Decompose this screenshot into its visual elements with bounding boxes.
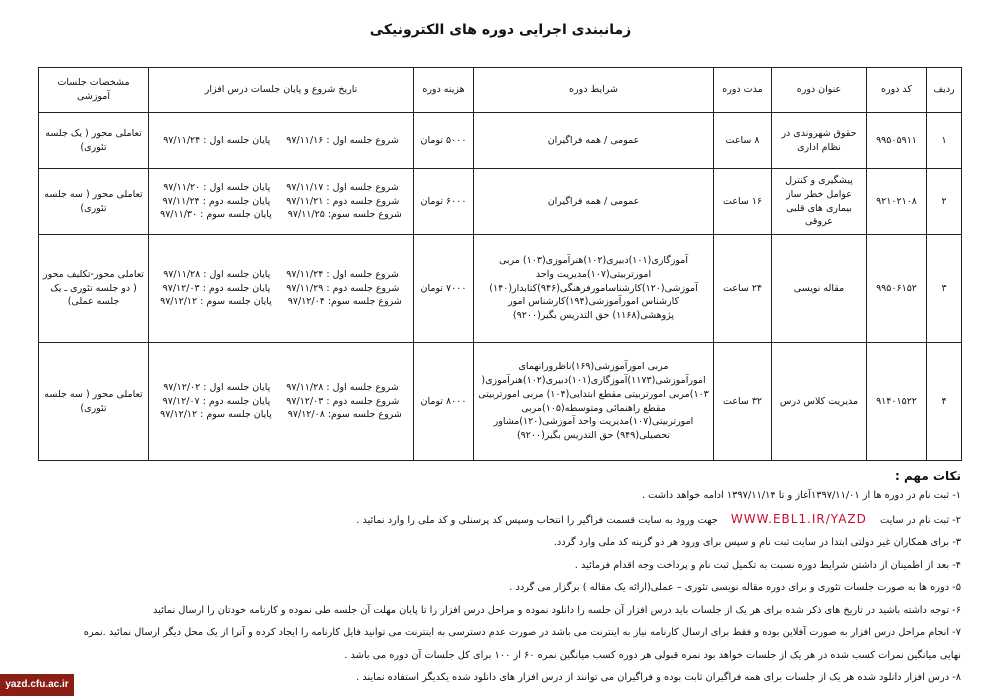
registration-site-link[interactable]: WWW.EBL1.IR/YAZD (730, 511, 867, 526)
page-title: زمانبندی اجرایی دوره های الکترونیکی (369, 22, 632, 38)
session-end: پایان جلسه سوم : ۹۷/۱۲/۱۲ (160, 296, 272, 308)
note-2-suffix: جهت ورود به سایت قسمت فراگیر را انتخاب وسپس کد پرسنلی و کد ملی را وارد نمائید . (356, 514, 718, 526)
session-line (153, 268, 409, 282)
table-row (39, 113, 962, 169)
session-line (153, 295, 409, 309)
course-conditions: مربی امورآموزشی(۱۶۹)ناظرورانهمای امورآموزشی(۱۱۷۳)آموزگاری(۱۰۱)دبیری(۱۰۲)هنرآموزی( ۱۰۳)مربی امورتربیتی مقطع ابتدایی(۱۰۴) مربی امورتربیتی مقطع راهنمائی ومتوسطه(۱۰۵)مربی امورتربیتی(۱۰۷)مدیریت واحد آموزشی(۱۲۰)مشاور تحصیلی(۹۴۹) حق التدریس بگیر(۹۲۰۰) (474, 343, 714, 461)
note-3: ۳- برای همکاران غیر دولتی ابتدا در سایت ثبت نام و سپس برای ورود هر دو گزینه کد ملی وارد گردد. (553, 537, 961, 548)
table-row (39, 169, 962, 235)
session-line (153, 381, 409, 395)
note-2 (38, 508, 961, 533)
row-no: ۳ (927, 235, 962, 343)
session-line (153, 181, 409, 195)
note-7: ۷- انجام مراحل درس افزار به صورت آفلاین بوده و فقط برای ارسال کارنامه نیاز به اینترنت می باشد در صورت عدم دسترسی به اینترنت می توانید فایل کارنامه را ایجاد کرده و آنرا از یک محل دیگر ارسال نمائید .نمره (83, 627, 961, 638)
header-conditions: شرایط دوره (474, 68, 714, 113)
course-fee: ۵۰۰۰ تومان (414, 113, 474, 169)
note-8: ۸- درس افزار دانلود شده هر یک از جلسات برای همه فراگیران ثابت بوده و فراگیران می توانند از درس افزار های دانلود شده یکدیگر استفاده نمایند . (356, 672, 961, 683)
table-row (39, 235, 962, 343)
session-end: پایان جلسه دوم : ۹۷/۱۱/۲۴ (162, 195, 271, 207)
session-start: شروع جلسه دوم : ۹۷/۱۱/۲۱ (286, 195, 400, 207)
row-no: ۴ (927, 343, 962, 461)
course-code: ۹۱۴۰۱۵۲۲ (867, 343, 927, 461)
session-start: شروع جلسه سوم: ۹۷/۱۱/۲۵ (287, 209, 402, 221)
session-start: شروع جلسه اول : ۹۷/۱۱/۱۷ (286, 181, 399, 193)
header-course-title: عنوان دوره (772, 68, 867, 113)
session-dates (149, 169, 414, 235)
session-start: شروع جلسه اول : ۹۷/۱۱/۱۶ (286, 134, 399, 146)
course-title: پیشگیری و کنترل عوامل خطر ساز بیماری های قلبی عروقی (772, 169, 867, 235)
note-7-continued: نهایی میانگین نمرات کسب شده در هر یک از جلسات خواهد بود نمره قبولی هر دوره کسب میانگین نمره ۶۰ از ۱۰۰ برای کل جلسات آن دوره می باشد . (344, 649, 961, 661)
session-end: پایان جلسه سوم : ۹۷/۱۲/۱۲ (160, 409, 272, 421)
session-start: شروع جلسه سوم: ۹۷/۱۲/۰۸ (287, 409, 402, 421)
course-conditions: آموزگاری(۱۰۱)دبیری(۱۰۲)هنرآموزی(۱۰۳) مربی امورتربیتی(۱۰۷)مدیریت واحد آموزشی(۱۲۰)کارشناسامورفرهنگی(۹۴۶)کتابدار(۱۴۰) کارشناس امورآموزشی(۱۹۴)کارشناس امور پژوهشی(۱۱۶۸) حق التدریس بگیر(۹۲۰۰) (474, 235, 714, 343)
session-dates (149, 343, 414, 461)
table-header-row (39, 68, 962, 113)
note-6: ۶- توجه داشته باشید در تاریخ های ذکر شده برای هر یک از جلسات باید درس افزار آن جلسه را دانلود نموده و مراحل درس افزار را تا پایان مهلت آن جلسه طی نموده و کارنامه خودتان را ارسال نمائید (152, 604, 961, 616)
table-row (39, 343, 962, 461)
session-end: پایان جلسه سوم : ۹۷/۱۱/۳۰ (160, 209, 272, 221)
course-conditions: عمومی / همه فراگیران (474, 113, 714, 169)
session-end: پایان جلسه اول : ۹۷/۱۲/۰۲ (163, 381, 271, 393)
session-end: پایان جلسه دوم : ۹۷/۱۲/۰۷ (162, 395, 271, 407)
session-line (153, 395, 409, 409)
session-specs: تعاملی محور ( سه جلسه تئوری) (39, 343, 149, 461)
note-4: ۴- بعد از اطمینان از داشتن شرایط دوره نسبت به تکمیل ثبت نام و پرداخت وجه اقدام فرمائید . (574, 559, 961, 571)
session-end: پایان جلسه اول : ۹۷/۱۱/۲۸ (163, 268, 271, 280)
course-title: حقوق شهروندی در نظام اداری (772, 113, 867, 169)
header-fee: هزینه دوره (414, 68, 474, 113)
header-duration: مدت دوره (714, 68, 772, 113)
session-specs: تعاملی محور ( سه جلسه تئوری) (39, 169, 149, 235)
row-no: ۱ (927, 113, 962, 169)
session-end: پایان جلسه اول : ۹۷/۱۱/۲۴ (163, 134, 271, 146)
session-line (153, 208, 409, 222)
row-no: ۲ (927, 169, 962, 235)
note-1: ۱- ثبت نام در دوره ها از ۱۳۹۷/۱۱/۰۱آغاز و تا ۱۳۹۷/۱۱/۱۴ ادامه خواهد داشت . (641, 490, 961, 501)
session-dates (149, 235, 414, 343)
course-code: ۹۹۵۰۵۹۱۱ (867, 113, 927, 169)
course-duration: ۸ ساعت (714, 113, 772, 169)
session-start: شروع جلسه سوم: ۹۷/۱۲/۰۴ (287, 296, 402, 308)
session-end: پایان جلسه اول : ۹۷/۱۱/۲۰ (163, 181, 271, 193)
course-duration: ۳۲ ساعت (714, 343, 772, 461)
session-specs: تعاملی محور ( یک جلسه تئوری) (39, 113, 149, 169)
site-watermark: yazd.cfu.ac.ir (0, 674, 74, 696)
session-start: شروع جلسه اول : ۹۷/۱۱/۲۸ (286, 381, 399, 393)
header-dates: تاریخ شروع و پایان جلسات درس افزار (149, 68, 414, 113)
course-fee: ۷۰۰۰ تومان (414, 235, 474, 343)
session-start: شروع جلسه دوم : ۹۷/۱۱/۲۹ (286, 282, 400, 294)
session-line (153, 408, 409, 422)
session-end: پایان جلسه دوم : ۹۷/۱۲/۰۳ (162, 282, 271, 294)
course-title: مقاله نویسی (772, 235, 867, 343)
course-duration: ۱۶ ساعت (714, 169, 772, 235)
session-dates (149, 113, 414, 169)
course-conditions: عمومی / همه فراگیران (474, 169, 714, 235)
schedule-table (38, 67, 962, 461)
session-start: شروع جلسه دوم : ۹۷/۱۲/۰۳ (286, 395, 400, 407)
session-line (153, 134, 409, 148)
course-code: ۹۲۱۰۲۱۰۸ (867, 169, 927, 235)
header-course-code: کد دوره (867, 68, 927, 113)
notes-title: نکات مهم : (895, 469, 961, 483)
note-5: ۵- دوره ها به صورت جلسات تئوری و برای دوره مقاله نویسی تئوری – عملی(ارائه یک مقاله ) برگزار می گردد . (509, 582, 961, 593)
course-duration: ۲۴ ساعت (714, 235, 772, 343)
session-start: شروع جلسه اول : ۹۷/۱۱/۲۴ (286, 268, 399, 280)
session-line (153, 282, 409, 296)
course-code: ۹۹۵۰۶۱۵۲ (867, 235, 927, 343)
course-title: مدیریت کلاس درس (772, 343, 867, 461)
header-row-no: ردیف (927, 68, 962, 113)
note-2-prefix: ۲- ثبت نام در سایت (880, 514, 961, 526)
session-line (153, 195, 409, 209)
session-specs: تعاملی محور-تکلیف محور ( دو جلسه تئوری ـ یک جلسه عملی) (39, 235, 149, 343)
course-fee: ۶۰۰۰ تومان (414, 169, 474, 235)
notes-section (38, 469, 961, 690)
header-session-specs: مشخصات جلسات آموزشی (39, 68, 149, 113)
course-fee: ۸۰۰۰ تومان (414, 343, 474, 461)
